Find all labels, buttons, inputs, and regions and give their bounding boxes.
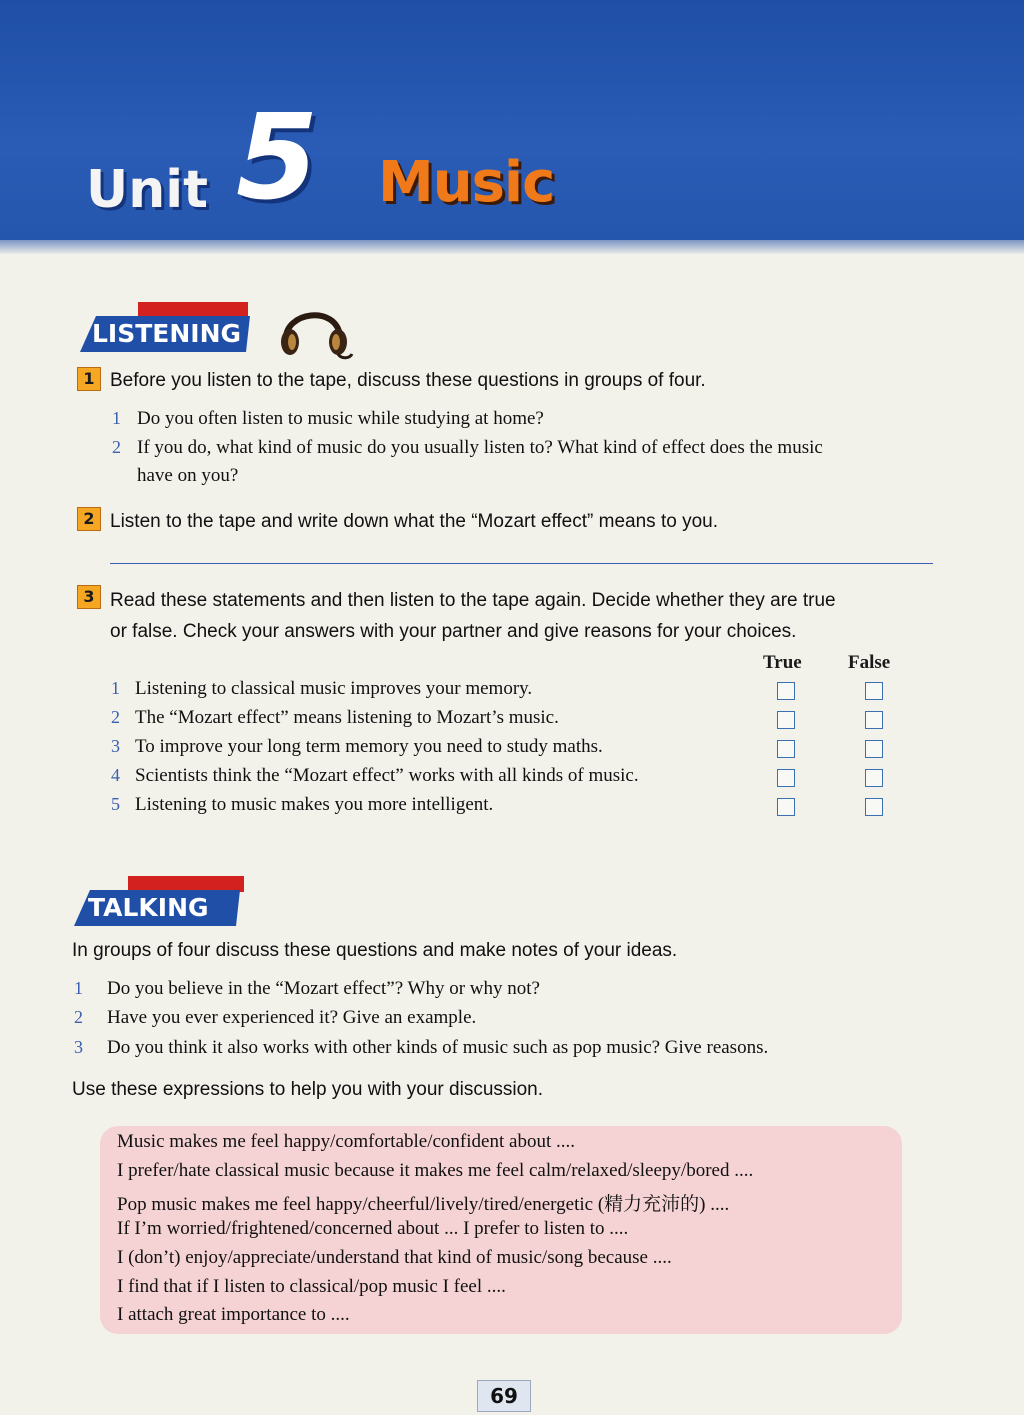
- expression-line: Pop music makes me feel happy/cheerful/lively/tired/energetic (精力充沛的) ....: [117, 1194, 730, 1215]
- expression-line: If I’m worried/frightened/concerned about ... I prefer to listen to ....: [117, 1218, 629, 1239]
- list-number: 2: [112, 437, 121, 457]
- true-checkbox[interactable]: [777, 740, 795, 758]
- talking-banner-label: TALKING: [88, 893, 209, 922]
- list-item-continued: have on you?: [137, 465, 239, 486]
- statement-number: 3: [111, 736, 120, 756]
- statement-text: Listening to classical music improves your memory.: [135, 678, 533, 699]
- expression-line: I find that if I listen to classical/pop music I feel ....: [117, 1276, 506, 1297]
- discussion-question: Have you ever experienced it? Give an example.: [107, 1007, 477, 1028]
- question-2-text: Listen to the tape and write down what the “Mozart effect” means to you.: [110, 511, 718, 532]
- discussion-question: Do you believe in the “Mozart effect”? Why or why not?: [107, 978, 540, 999]
- expression-line: Music makes me feel happy/comfortable/confident about ....: [117, 1131, 575, 1152]
- false-checkbox[interactable]: [865, 798, 883, 816]
- listening-banner-label: LISTENING: [92, 319, 242, 348]
- list-number: 1: [112, 408, 121, 428]
- statement-number: 4: [111, 765, 120, 785]
- unit-number: 5: [236, 88, 319, 226]
- statement-text: To improve your long term memory you need to study maths.: [135, 736, 603, 757]
- list-number: 2: [74, 1007, 83, 1027]
- question-1-text: Before you listen to the tape, discuss these questions in groups of four.: [110, 370, 706, 391]
- talking-banner: [74, 876, 244, 926]
- unit-label: Unit: [86, 160, 208, 220]
- statement-number: 1: [111, 678, 120, 698]
- header-divider: [0, 240, 1024, 254]
- answer-line[interactable]: [110, 563, 933, 564]
- question-number-badge: 1: [77, 367, 101, 391]
- false-column-header: False: [848, 652, 891, 673]
- expression-line: I attach great importance to ....: [117, 1304, 350, 1325]
- false-checkbox[interactable]: [865, 769, 883, 787]
- list-item: Do you often listen to music while studying at home?: [137, 408, 544, 429]
- true-column-header: True: [763, 652, 802, 673]
- page-number: 69: [477, 1380, 531, 1412]
- true-checkbox[interactable]: [777, 798, 795, 816]
- false-checkbox[interactable]: [865, 711, 883, 729]
- expression-line: I prefer/hate classical music because it makes me feel calm/relaxed/sleepy/bored ....: [117, 1160, 754, 1181]
- question-3-text-continued: or false. Check your answers with your partner and give reasons for your choices.: [110, 621, 797, 642]
- list-number: 3: [74, 1037, 83, 1057]
- list-number: 1: [74, 978, 83, 998]
- headphones-icon: [276, 300, 354, 362]
- statement-number: 2: [111, 707, 120, 727]
- listening-banner: [80, 302, 250, 352]
- question-number-badge: 3: [77, 585, 101, 609]
- statement-text: Listening to music makes you more intelligent.: [135, 794, 494, 815]
- false-checkbox[interactable]: [865, 682, 883, 700]
- statement-text: The “Mozart effect” means listening to Mozart’s music.: [135, 707, 559, 728]
- expressions-intro: Use these expressions to help you with your discussion.: [72, 1079, 544, 1100]
- talking-intro: In groups of four discuss these questions and make notes of your ideas.: [72, 940, 678, 961]
- list-item: If you do, what kind of music do you usually listen to? What kind of effect does the music: [137, 437, 823, 458]
- question-number-badge: 2: [77, 507, 101, 531]
- true-checkbox[interactable]: [777, 682, 795, 700]
- statement-number: 5: [111, 794, 120, 814]
- discussion-question: Do you think it also works with other kinds of music such as pop music? Give reasons.: [107, 1037, 769, 1058]
- question-3-text: Read these statements and then listen to the tape again. Decide whether they are true: [110, 590, 836, 611]
- statement-text: Scientists think the “Mozart effect” works with all kinds of music.: [135, 765, 639, 786]
- false-checkbox[interactable]: [865, 740, 883, 758]
- unit-title: Music: [378, 150, 555, 215]
- expression-line: I (don’t) enjoy/appreciate/understand that kind of music/song because ....: [117, 1247, 672, 1268]
- true-checkbox[interactable]: [777, 711, 795, 729]
- true-checkbox[interactable]: [777, 769, 795, 787]
